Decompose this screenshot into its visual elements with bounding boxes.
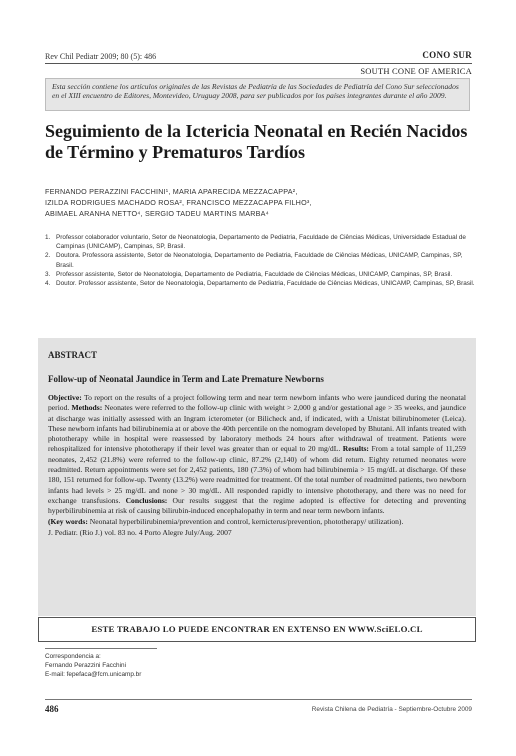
affiliation-number: 3. xyxy=(45,270,51,278)
abstract-box xyxy=(38,338,476,616)
author-line: IZILDA RODRIGUES MACHADO ROSA², FRANCISCO MEZZACAPPA FILHO³, xyxy=(45,198,312,207)
keywords-text: Neonatal hyperbilirubinemia/prevention and control, kernicterus/prevention, phototherapy/ utilization). xyxy=(87,516,404,526)
affiliation-number: 4. xyxy=(45,280,51,288)
author-list xyxy=(45,186,475,219)
correspondence-block xyxy=(45,652,141,680)
affiliation-text: Professor assistente, Setor de Neonatologia, Departamento de Pediatria, Faculdade de Ciências Médicas, UNICAMP, Campinas, SP, Brasil. xyxy=(56,270,453,278)
correspondence-email: E-mail: fepefaca@fcm.unicamp.br xyxy=(45,671,142,679)
affiliation-number: 1. xyxy=(45,234,51,241)
affiliation-number: 2. xyxy=(45,252,51,260)
affiliation-item xyxy=(45,251,475,269)
objective-label: Objective: xyxy=(48,393,82,402)
journal-citation: Rev Chil Pediatr 2009; 80 (5): 486 xyxy=(45,52,157,61)
section-intro-note: Esta sección contiene los artículos originales de las Revistas de Pediatría de las Sociedades de Pediatría del Cono Sur seleccionados en el XIII encuentro de Editores, Montevideo, Uruguay 2008, para ser publicados por los países integrantes durante el año 2009. xyxy=(45,78,470,111)
abstract-source-citation: J. Pediatr. (Rio J.) vol. 83 no. 4 Porto Alegre July/Aug. 2007 xyxy=(48,527,232,537)
abstract-heading: ABSTRACT xyxy=(48,350,98,360)
section-title: CONO SUR xyxy=(422,50,472,60)
footer-journal: Revista Chilena de Pediatría - Septiembre-Octubre 2009 xyxy=(311,706,472,713)
affiliation-list xyxy=(45,233,475,288)
affiliation-text: Professor colaborador voluntario, Setor de Neonatologia, Departamento de Pediatria, Faculdade de Ciências Médicas, Universidade Estadual de Campinas (UNICAMP), Campinas, SP, Brasil. xyxy=(56,234,466,251)
scielo-notice: ESTE TRABAJO LO PUEDE ENCONTRAR EN EXTENSO EN WWW.SciELO.CL xyxy=(38,617,476,642)
header-divider xyxy=(45,63,472,64)
correspondence-name: Fernando Perazzini Facchini xyxy=(45,662,126,670)
conclusions-label: Conclusions: xyxy=(125,495,168,505)
keywords-label: (Key words: xyxy=(48,516,88,526)
methods-text: Neonates were referred to the follow-up clinic with weight > 2,000 g and/or gestational age > 35 weeks, and jaundice at discharge was initially assessed with an Ingram icterometer (or Bilicheck and, if indicated, with a Unistat bilirubinometer (Leica). These newborn infants had bilirubinemia at or above the 40th percentile on the nomogram developed by Bhutani. All infants treated with phototherapy while in hospital were reassessed by laboratory methods 24 hours after withdrawal of treatment. Patients were rehospitalized for intensive phototherapy if their level was greater than or equal to 20 mg/dL. xyxy=(48,403,467,454)
affiliation-item xyxy=(45,233,475,251)
abstract-subtitle: Follow-up of Neonatal Jaundice in Term and Late Premature Newborns xyxy=(48,374,324,384)
author-line: FERNANDO PERAZZINI FACCHINI¹, MARIA APARECIDA MEZZACAPPA², xyxy=(45,187,298,196)
affiliation-text: Doutora. Professora assistente, Setor de Neonatologia, Departamento de Pediatria, Faculdade de Ciências Médicas, UNICAMP, Campinas, SP, Brasil. xyxy=(56,252,463,269)
abstract-body xyxy=(48,393,466,527)
affiliation-text: Doutor. Professor assistente, Setor de Neonatologia, Departamento de Pediatria, Faculdade de Ciências Médicas, UNICAMP, Campinas, SP, Brasil. xyxy=(56,280,475,288)
methods-label: Methods: xyxy=(71,403,103,413)
conclusions-text: Our results suggest that the regime adopted is effective for detecting and preventing hyperbilirubinemia at risk of causing bilirubin-induced encephalopathy in term and near term newborn infants. xyxy=(48,495,466,516)
correspondence-divider xyxy=(45,648,157,649)
results-label: Results: xyxy=(342,444,369,454)
article-title: Seguimiento de la Ictericia Neonatal en Recién Nacidos de Término y Prematuros Tardíos xyxy=(45,121,468,162)
affiliation-item xyxy=(45,279,475,288)
author-line: ABIMAEL ARANHA NETTO⁴, SERGIO TADEU MARTINS MARBA⁴ xyxy=(45,209,269,218)
page-number: 486 xyxy=(45,704,59,714)
results-text: From a total sample of 11,259 neonates, 2,452 (21.8%) were referred to the follow-up clinic, 87.2% (2,140) of whom did return. Eighty returned neonates were readmitted. Return appointments were set for 2,452 patients, 180 (7.3%) of whom had bilirubinemia > 15 mg/dL at discharge. Of these 180, 151 returned for follow-up. Twenty (13.2%) were readmitted for treatment. Of the total number of readmitted patients, two newborn infants had levels > 25 mg/dL and none > 30 mg/dL. All responded rapidly to intensive phototherapy, and there was no need for exchange transfusions. xyxy=(48,444,466,505)
section-subtitle: SOUTH CONE OF AMERICA xyxy=(360,66,472,76)
affiliation-item xyxy=(45,270,475,279)
objective-text: To report on the results of a project following term and near term newborn infants who were jaundiced during the neonatal period. xyxy=(48,393,466,413)
correspondence-label: Correspondencia a: xyxy=(45,653,101,660)
footer-divider xyxy=(45,699,472,700)
